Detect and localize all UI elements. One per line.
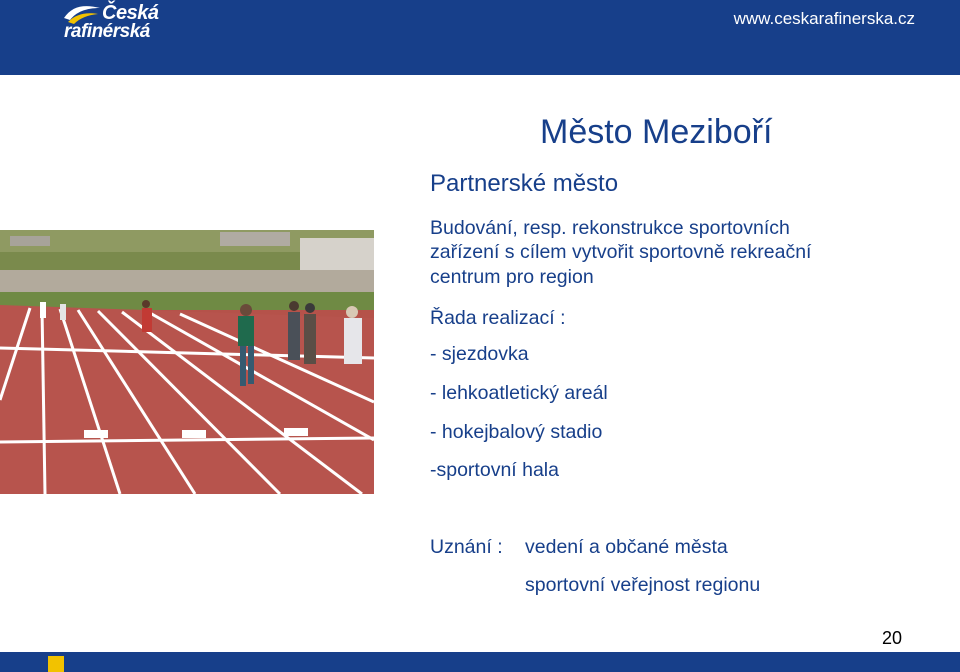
logo-text-bottom: rafinérská	[64, 21, 150, 42]
recognition-line-2: sportovní veřejnost regionu	[525, 574, 761, 596]
page-number: 20	[881, 628, 902, 648]
realization-item: - sjezdovka	[430, 343, 529, 365]
header-bar	[0, 0, 960, 75]
logo-text-top: Česká	[102, 2, 159, 24]
website-url[interactable]: www.ceskarafinerska.cz	[733, 9, 915, 28]
realization-item: -sportovní hala	[430, 459, 559, 481]
slide-subtitle: Partnerské město	[430, 170, 619, 197]
intro-line-3: centrum pro region	[430, 266, 594, 288]
footer-accent-square	[48, 656, 64, 672]
intro-line-2: zařízení s cílem vytvořit sportovně rekreační	[430, 241, 812, 263]
athletics-track-photo	[0, 230, 374, 494]
recognition-label: Uznání :	[430, 536, 503, 558]
recognition-line-1: vedení a občané města	[525, 536, 728, 558]
intro-line-1: Budování, resp. rekonstrukce sportovních	[430, 217, 790, 239]
realizations-heading: Řada realizací :	[430, 307, 566, 329]
slide-title: Město Meziboří	[540, 113, 773, 151]
realization-item: - hokejbalový stadio	[430, 421, 603, 443]
ceska-rafinerska-logo[interactable]	[62, 2, 162, 42]
footer-bar	[0, 652, 960, 672]
realization-item: - lehkoatletický areál	[430, 382, 608, 404]
